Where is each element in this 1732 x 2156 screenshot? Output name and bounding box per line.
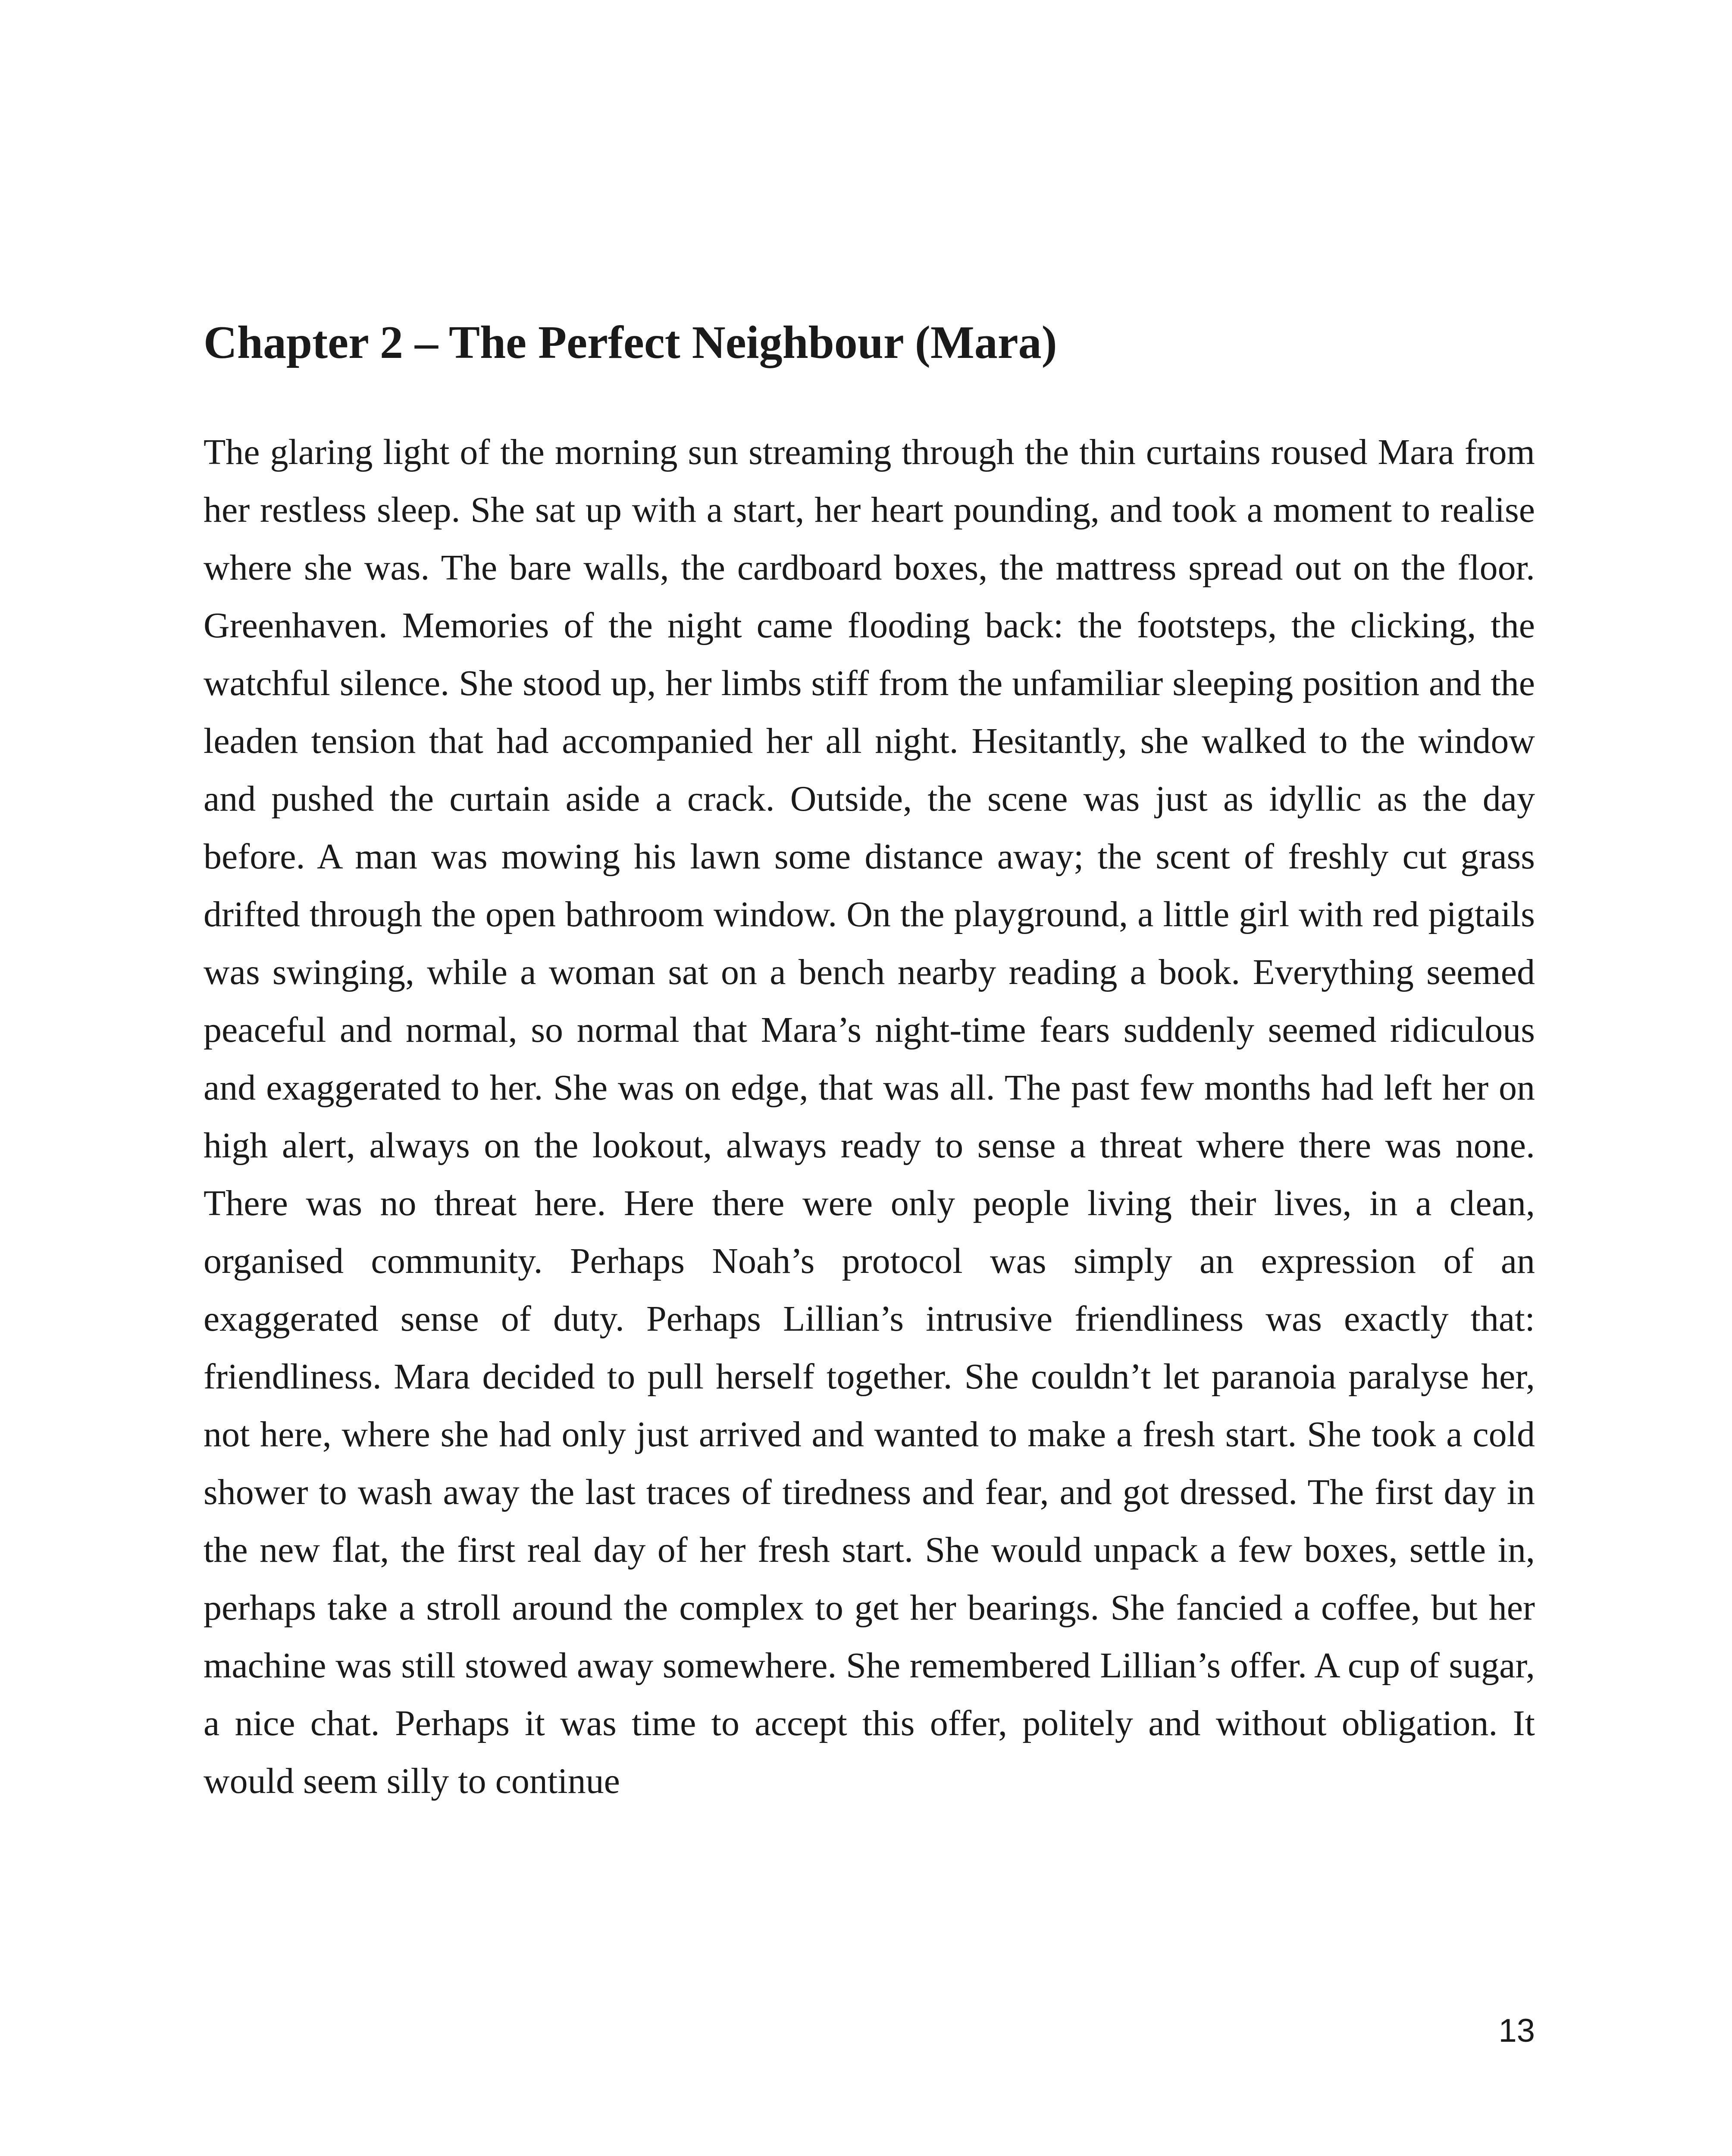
chapter-title: Chapter 2 – The Perfect Neighbour (Mara) — [204, 317, 1057, 368]
page-number: 13 — [1498, 2012, 1535, 2049]
body-paragraph: The glaring light of the morning sun streaming through the thin curtains roused Mara from her restless sleep. She sat up with a start, her heart pounding, and took a moment to realise where she was. The bare walls, the cardboard boxes, the mattress spread out on the floor. Greenhaven. Memories of the night came flooding back: the footsteps, the clicking, the watchful silence. She stood up, her limbs stiff from the unfamiliar sleeping position and the leaden tension that had accompanied her all night. Hesitantly, she walked to the window and pushed the curtain aside a crack. Outside, the scene was just as idyllic as the day before. A man was mowing his lawn some distance away; the scent of freshly cut grass drifted through the open bathroom window. On the playground, a little girl with red pigtails was swinging, while a woman sat on a bench nearby reading a book. Everything seemed peaceful and normal, so normal that Mara’s night-time fears suddenly seemed ridiculous and exaggerated to her. She was on edge, that was all. The past few months had left her on high alert, always on the lookout, always ready to sense a threat where there was none. There was no threat here. Here there were only people living their lives, in a clean, organised community. Perhaps Noah’s protocol was simply an expression of an exaggerated sense of duty. Perhaps Lillian’s intrusive friendliness was exactly that: friendliness. Mara decided to pull herself together. She couldn’t let paranoia paralyse her, not here, where she had only just arrived and wanted to make a fresh start. She took a cold shower to wash away the last traces of tiredness and fear, and got dressed. The first day in the new flat, the first real day of her fresh start. She would unpack a few boxes, settle in, perhaps take a stroll around the complex to get her bearings. She fancied a coffee, but her machine was still stowed away somewhere. She remembered Lillian’s offer. A cup of sugar, a nice chat. Perhaps it was time to accept this offer, politely and without obligation. It would seem silly to continue — [204, 432, 1535, 1801]
